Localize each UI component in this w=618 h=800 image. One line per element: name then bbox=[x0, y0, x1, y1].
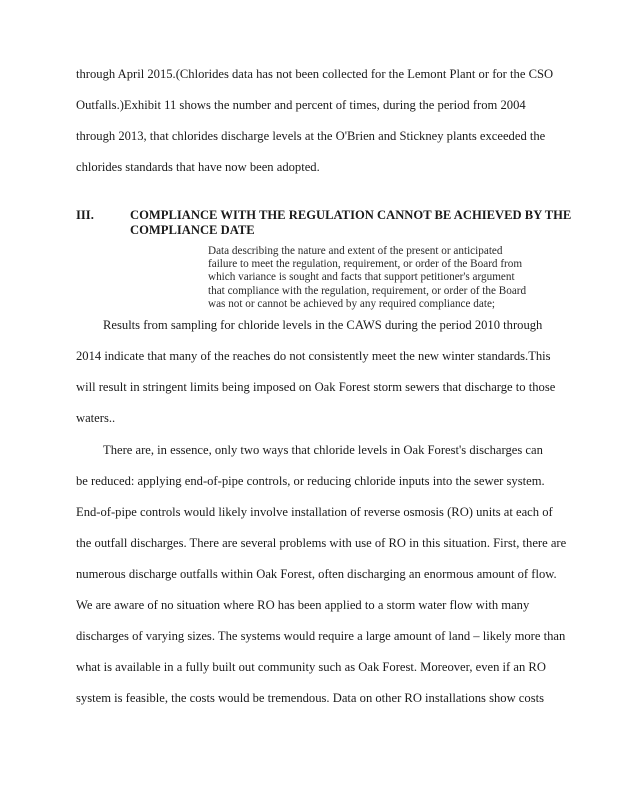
quote-line: which variance is sought and facts that support petitioner's argument bbox=[208, 271, 515, 284]
section-title bbox=[130, 208, 572, 238]
text-line: will result in stringent limits being imposed on Oak Forest storm sewers that discharge to those bbox=[76, 380, 556, 394]
text-line: End-of-pipe controls would likely involve installation of reverse osmosis (RO) units at each of bbox=[76, 505, 553, 519]
text-line: be reduced: applying end-of-pipe controls, or reducing chloride inputs into the sewer system. bbox=[76, 474, 545, 488]
text-line: Outfalls.)Exhibit 11 shows the number and percent of times, during the period from 2004 bbox=[76, 98, 526, 112]
text-line: through 2013, that chlorides discharge levels at the O'Brien and Stickney plants exceeded the bbox=[76, 129, 546, 143]
quote-line: failure to meet the regulation, requirement, or order of the Board from bbox=[208, 258, 523, 271]
quote-line: was not or cannot be achieved by any required compliance date; bbox=[208, 297, 496, 310]
text-line: Results from sampling for chloride levels in the CAWS during the period 2010 through bbox=[103, 318, 543, 332]
section-title-line: COMPLIANCE WITH THE REGULATION CANNOT BE ACHIEVED BY THE bbox=[130, 208, 572, 222]
section-title-line: COMPLIANCE DATE bbox=[130, 223, 255, 237]
text-line: 2014 indicate that many of the reaches do not consistently meet the new winter standards.This bbox=[76, 349, 551, 363]
section-number: III. bbox=[76, 208, 94, 222]
text-line: We are aware of no situation where RO has been applied to a storm water flow with many bbox=[76, 598, 530, 612]
quote-line: that compliance with the regulation, requirement, or order of the Board bbox=[208, 284, 527, 297]
text-line: through April 2015.(Chlorides data has not been collected for the Lemont Plant or for the CSO bbox=[76, 67, 554, 81]
text-line: There are, in essence, only two ways that chloride levels in Oak Forest's discharges can bbox=[103, 443, 543, 457]
text-line: waters.. bbox=[76, 411, 116, 425]
regulation-quote bbox=[208, 245, 558, 311]
text-line: chlorides standards that have now been adopted. bbox=[76, 160, 320, 174]
quote-line: Data describing the nature and extent of the present or anticipated bbox=[208, 245, 503, 257]
text-line: system is feasible, the costs would be tremendous. Data on other RO installations show costs bbox=[76, 691, 544, 705]
text-line: what is available in a fully built out community such as Oak Forest. Moreover, even if an RO bbox=[76, 660, 546, 674]
text-line: discharges of varying sizes. The systems would require a large amount of land – likely more than bbox=[76, 629, 566, 643]
text-line: numerous discharge outfalls within Oak Forest, often discharging an enormous amount of flow. bbox=[76, 567, 557, 581]
text-line: the outfall discharges. There are several problems with use of RO in this situation. First, there are bbox=[76, 536, 567, 550]
